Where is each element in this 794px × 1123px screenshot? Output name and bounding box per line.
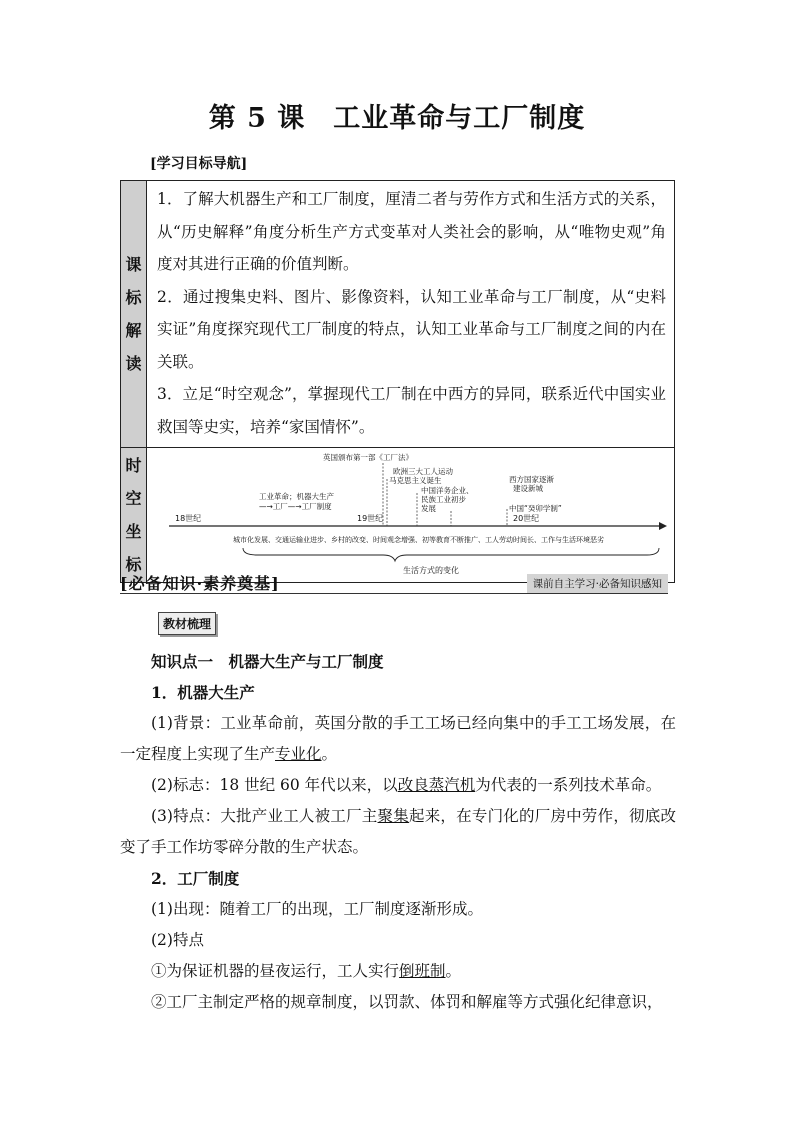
side-char: 标 <box>125 288 142 307</box>
band-subtitle: 课前自主学习·必备知识感知 <box>527 574 668 593</box>
label-industrial-revolution: 工业革命；机器大生产 <box>259 491 334 501</box>
side-char: 读 <box>125 354 142 373</box>
paragraph-marker: (2)标志：18 世纪 60 年代以来，以改良蒸汽机为代表的一系列技术革命。 <box>151 776 662 794</box>
label-china-industry-1: 中国洋务企业、 <box>421 485 474 495</box>
label-life-changes: 城市化发展、交通运输业进步、乡村的改变、时间观念增强、初等教育不断推广、工人劳动时间长、工作与生活环境恶劣 <box>233 535 604 544</box>
label-18th-century: 18世纪 <box>175 513 202 523</box>
side-char: 时 <box>125 456 142 475</box>
band-title: [必备知识·素养奠基] <box>120 574 280 593</box>
label-west-new-cities-1: 西方国家逐渐 <box>509 474 554 484</box>
goal-item: 1．了解大机器生产和工厂制度，厘清二者与劳作方式和生活方式的关系，从“历史解释”角度分析生产方式变革对人类社会的影响，从“唯物史观”角度对其进行正确的价值判断。 <box>157 190 666 273</box>
label-factory-chain: —→工厂—→工厂制度 <box>259 501 332 511</box>
label-china-industry-3: 发展 <box>421 503 436 513</box>
underlined-term: 聚集 <box>377 807 409 825</box>
side-char: 标 <box>125 555 142 574</box>
label-guimao: 中国“癸卯学制” <box>509 503 562 513</box>
timeline-diagram <box>147 449 674 582</box>
label-factory-act: 英国颁布第一部《工厂法》 <box>323 452 413 462</box>
goal-item: 2．通过搜集史料、图片、影像资料，认知工业革命与工厂制度，从“史料实证”角度探究现代工厂制度的特点，认知工业革命与工厂制度之间的内在关联。 <box>157 287 666 371</box>
goals-side-label <box>121 181 147 448</box>
textbook-review-tag: 教材梳理 <box>158 612 216 635</box>
paragraph-origin: (1)出现：随着工厂的出现，工厂制度逐渐形成。 <box>151 900 483 918</box>
label-marxism: 马克思主义诞生 <box>389 475 442 485</box>
label-lifestyle-change: 生活方式的变化 <box>403 565 459 575</box>
label-19th-century: 19世纪 <box>357 513 384 523</box>
section-heading: 2．工厂制度 <box>151 869 240 888</box>
knowledge-point-heading: 知识点一 机器大生产与工厂制度 <box>151 652 384 671</box>
paragraph-features: (3)特点：大批产业工人被工厂主聚集起来，在专门化的厂房中劳作，彻底改变了手工作坊零碎分散的生产状态。 <box>120 807 676 856</box>
paragraph-shift-work: ①为保证机器的昼夜运行，工人实行倒班制。 <box>151 962 462 980</box>
goal-item: 3．立足“时空观念”，掌握现代工厂制在中西方的异同，联系近代中国实业救国等史实，培养“家国情怀”。 <box>157 385 666 436</box>
timeline-cell <box>147 448 675 583</box>
side-char: 解 <box>125 321 142 340</box>
label-china-industry-2: 民族工业初步 <box>421 494 466 504</box>
goals-content <box>147 181 675 448</box>
label-west-new-cities-2: 建设新城 <box>513 483 543 493</box>
side-char: 空 <box>125 489 142 508</box>
section-band <box>120 571 668 591</box>
side-char: 课 <box>125 255 142 274</box>
learning-goals-table <box>120 180 675 583</box>
paragraph-background: (1)背景：工业革命前，英国分散的手工工场已经向集中的手工工场发展，在一定程度上实现了生产专业化。 <box>120 714 676 763</box>
label-workers-movement: 欧洲三大工人运动 <box>393 466 453 476</box>
underlined-term: 倒班制 <box>399 962 446 980</box>
timeline-arrow <box>659 522 667 530</box>
section-subhead: [学习目标导航] <box>150 156 248 172</box>
section-heading: 1．机器大生产 <box>151 683 255 702</box>
side-char: 坐 <box>125 522 142 541</box>
underlined-term: 改良蒸汽机 <box>397 776 476 794</box>
page-title: 第 5 课 工业革命与工厂制度 <box>208 103 586 134</box>
timeline-side-label <box>121 448 147 583</box>
paragraph-features-heading: (2)特点 <box>151 931 204 949</box>
underlined-term: 专业化 <box>275 745 322 763</box>
changes-brace <box>243 548 659 561</box>
label-20th-century: 20世纪 <box>513 513 540 523</box>
band-divider <box>120 593 668 594</box>
body-text <box>120 646 676 1018</box>
paragraph-discipline: ②工厂主制定严格的规章制度，以罚款、体罚和解雇等方式强化纪律意识， <box>151 993 663 1011</box>
